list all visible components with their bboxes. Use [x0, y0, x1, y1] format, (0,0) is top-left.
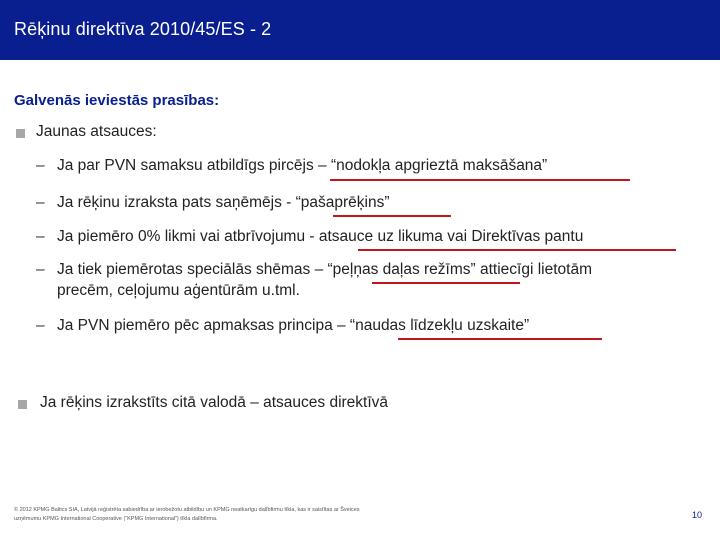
dash-bullet-icon: – [36, 261, 45, 278]
sub-item-text: Ja par PVN samaksu atbildīgs pircējs – “nodokļa apgrieztā maksāšana” [57, 157, 548, 174]
footer-line: uzņēmumu KPMG International Cooperative (“KPMG International”) tīkla dalībfirma. [14, 516, 218, 522]
red-underline [398, 338, 602, 340]
bullet-text: Jaunas atsauces: [36, 123, 157, 140]
sub-item-text: Ja rēķinu izraksta pats saņēmējs - “pašaprēķins” [57, 194, 390, 211]
dash-bullet-icon: – [36, 228, 45, 245]
red-underline [372, 282, 520, 284]
section-heading: Galvenās ieviestās prasības: [14, 92, 220, 109]
sub-item-text-continuation: precēm, ceļojumu aģentūrām u.tml. [57, 282, 300, 299]
sub-item-text: Ja tiek piemērotas speciālās shēmas – “peļņas daļas režīms” attiecīgi lietotām [57, 261, 592, 278]
title-bar [0, 0, 720, 60]
copyright-footer [14, 506, 474, 524]
dash-bullet-icon: – [36, 317, 45, 334]
red-underline [330, 179, 630, 181]
square-bullet-icon [18, 400, 27, 409]
red-underline [358, 249, 676, 251]
footer-line: © 2012 KPMG Baltics SIA, Latvijā reģistrēta sabiedrība ar ierobežotu atbildību un KPMG neatkarīgu dalībfirmu tīkla, kas ir saistītas ar Šveices [14, 507, 360, 513]
sub-item-text: Ja piemēro 0% likmi vai atbrīvojumu - atsauce uz likuma vai Direktīvas pantu [57, 228, 584, 245]
red-underline [333, 215, 451, 217]
slide-title: Rēķinu direktīva 2010/45/ES - 2 [14, 19, 272, 39]
sub-item-text: Ja PVN piemēro pēc apmaksas principa – “naudas līdzekļu uzskaite” [57, 317, 530, 334]
page-number: 10 [692, 510, 703, 520]
dash-bullet-icon: – [36, 157, 45, 174]
dash-bullet-icon: – [36, 194, 45, 211]
bullet-text: Ja rēķins izrakstīts citā valodā – atsauces direktīvā [40, 394, 389, 411]
square-bullet-icon [16, 129, 25, 138]
